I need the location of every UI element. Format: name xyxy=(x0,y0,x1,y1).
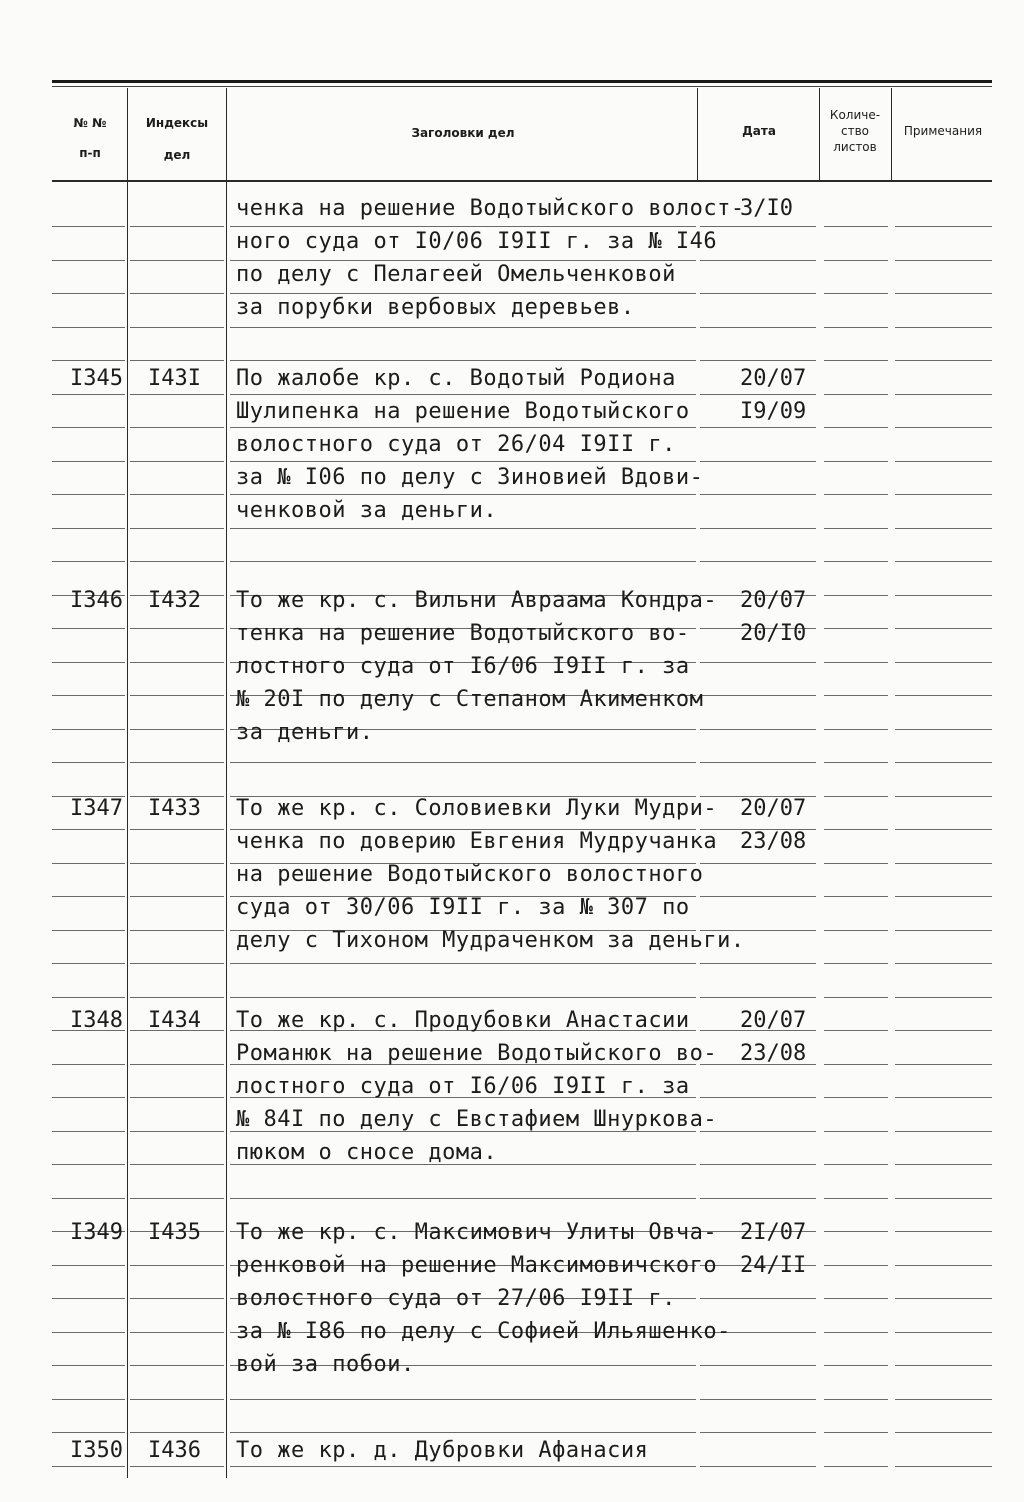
ruled-line xyxy=(52,293,125,294)
entry-index: I436 xyxy=(148,1438,201,1463)
entry-date: 20/07 xyxy=(740,796,807,821)
ruled-line xyxy=(895,1097,992,1098)
ruled-line xyxy=(130,1332,224,1333)
entry-date: 20/07 xyxy=(740,1008,807,1033)
ruled-line xyxy=(895,729,992,730)
ruled-line xyxy=(130,1432,224,1433)
ruled-line xyxy=(230,360,696,361)
ruled-line xyxy=(895,1432,992,1433)
entry-title-line: на решение Водотыйского волостного xyxy=(236,862,704,887)
ruled-line xyxy=(130,1466,224,1467)
ruled-line xyxy=(700,863,816,864)
ruled-line xyxy=(52,930,125,931)
entry-title-line: То же кр. с. Продубовки Анастасии xyxy=(236,1008,690,1033)
ruled-line xyxy=(130,1064,224,1065)
ruled-line xyxy=(895,1131,992,1132)
ruled-line xyxy=(52,1466,125,1467)
entry-number: I349 xyxy=(70,1220,123,1245)
entry-date: 20/I0 xyxy=(740,621,807,646)
ruled-line xyxy=(52,394,125,395)
ruled-line xyxy=(824,762,888,763)
entry-title-line: То же кр. д. Дубровки Афанасия xyxy=(236,1438,649,1463)
header-number-line1: № № xyxy=(73,116,107,130)
ruled-line xyxy=(52,427,125,428)
ruled-line xyxy=(230,394,696,395)
ruled-line xyxy=(52,1298,125,1299)
ruled-line xyxy=(230,1399,696,1400)
ruled-line xyxy=(824,595,888,596)
entry-title-line: ченка на решение Водотыйского волост- xyxy=(236,196,745,221)
ruled-line xyxy=(895,528,992,529)
ruled-line xyxy=(824,662,888,663)
ruled-line xyxy=(700,528,816,529)
ruled-line xyxy=(52,729,125,730)
entry-index: I434 xyxy=(148,1008,201,1033)
ruled-line xyxy=(824,1399,888,1400)
ruled-line xyxy=(52,1432,125,1433)
ruled-line xyxy=(52,327,125,328)
ruled-line xyxy=(824,427,888,428)
ruled-line xyxy=(895,1231,992,1232)
entry-title-line: Романюк на решение Водотыйского во- xyxy=(236,1041,718,1066)
entry-title-line: То же кр. с. Максимович Улиты Овча- xyxy=(236,1220,718,1245)
ruled-line xyxy=(824,1164,888,1165)
ruled-line xyxy=(700,226,816,227)
ruled-line xyxy=(700,896,816,897)
ruled-line xyxy=(52,695,125,696)
ruled-line xyxy=(700,1365,816,1366)
ruled-line xyxy=(52,997,125,998)
ruled-line xyxy=(824,260,888,261)
ruled-line xyxy=(130,528,224,529)
ruled-line xyxy=(895,327,992,328)
ruled-line xyxy=(52,628,125,629)
ruled-line xyxy=(700,360,816,361)
ruled-line xyxy=(824,1298,888,1299)
header-bottom-rule xyxy=(52,180,992,182)
ruled-line xyxy=(52,1064,125,1065)
entry-title-line: ного суда от I0/06 I9II г. за № I46 xyxy=(236,229,718,254)
ruled-line xyxy=(895,260,992,261)
ruled-line xyxy=(895,695,992,696)
ruled-line xyxy=(52,1265,125,1266)
ruled-line xyxy=(130,930,224,931)
ruled-line xyxy=(895,1265,992,1266)
ruled-line xyxy=(130,1131,224,1132)
ruled-line xyxy=(700,963,816,964)
entry-number: I348 xyxy=(70,1008,123,1033)
ruled-line xyxy=(52,494,125,495)
ruled-line xyxy=(52,1198,125,1199)
ruled-line xyxy=(824,829,888,830)
ruled-line xyxy=(700,461,816,462)
column-divider xyxy=(127,88,128,1478)
ruled-line xyxy=(824,360,888,361)
ruled-line xyxy=(230,327,696,328)
ruled-line xyxy=(230,494,696,495)
entry-title-line: № 20I по делу с Степаном Акименком xyxy=(236,687,704,712)
column-divider xyxy=(697,88,698,180)
ruled-line xyxy=(130,1265,224,1266)
ruled-line xyxy=(895,930,992,931)
entry-title-line: Шулипенка на решение Водотыйского xyxy=(236,399,690,424)
ruled-line xyxy=(130,729,224,730)
header-notes: Примечания xyxy=(903,124,983,138)
ruled-line xyxy=(895,1030,992,1031)
entry-number: I347 xyxy=(70,796,123,821)
ruled-line xyxy=(130,226,224,227)
header-title: Заголовки дел xyxy=(411,126,515,140)
entry-title-line: ченка по доверию Евгения Мудручанка xyxy=(236,829,718,854)
header-sheets-line3: листов xyxy=(833,140,877,154)
ruled-line xyxy=(895,963,992,964)
ruled-line xyxy=(895,829,992,830)
ruled-line xyxy=(895,561,992,562)
ruled-line xyxy=(52,662,125,663)
ruled-line xyxy=(824,930,888,931)
ruled-line xyxy=(700,1198,816,1199)
ruled-line xyxy=(895,1298,992,1299)
ruled-line xyxy=(895,762,992,763)
entry-title-line: пюком о сносе дома. xyxy=(236,1140,498,1165)
ruled-line xyxy=(700,260,816,261)
ruled-line xyxy=(130,1298,224,1299)
ruled-line xyxy=(824,997,888,998)
ruled-line xyxy=(230,293,696,294)
entry-index: I432 xyxy=(148,588,201,613)
ruled-line xyxy=(230,1432,696,1433)
ruled-line xyxy=(895,1198,992,1199)
ruled-line xyxy=(230,226,696,227)
entry-index: I43I xyxy=(148,366,201,391)
ruled-line xyxy=(130,1198,224,1199)
ruled-line xyxy=(824,963,888,964)
ruled-line xyxy=(700,1399,816,1400)
column-divider xyxy=(226,88,227,1478)
ruled-line xyxy=(230,561,696,562)
ruled-line xyxy=(130,1097,224,1098)
ruled-line xyxy=(895,1064,992,1065)
ruled-line xyxy=(700,1164,816,1165)
entry-number: I350 xyxy=(70,1438,123,1463)
ruled-line xyxy=(895,427,992,428)
entry-index: I435 xyxy=(148,1220,201,1245)
ruled-line xyxy=(130,863,224,864)
ruled-line xyxy=(130,561,224,562)
ruled-line xyxy=(700,1097,816,1098)
ruled-line xyxy=(130,997,224,998)
ruled-line xyxy=(52,829,125,830)
ruled-line xyxy=(52,762,125,763)
entry-title-line: за № I86 по делу с Софией Ильяшенко- xyxy=(236,1319,731,1344)
ruled-line xyxy=(130,394,224,395)
ruled-line xyxy=(52,360,125,361)
ruled-line xyxy=(895,896,992,897)
ruled-line xyxy=(700,1466,816,1467)
ruled-line xyxy=(52,863,125,864)
ruled-line xyxy=(130,1164,224,1165)
ruled-line xyxy=(130,494,224,495)
entry-date: 20/07 xyxy=(740,366,807,391)
ruled-line xyxy=(895,293,992,294)
ruled-line xyxy=(130,896,224,897)
entry-title-line: за порубки вербовых деревьев. xyxy=(236,295,635,320)
ruled-line xyxy=(700,561,816,562)
entry-title-line: волостного суда от 26/04 I9II г. xyxy=(236,432,676,457)
entry-title-line: волостного суда от 27/06 I9II г. xyxy=(236,1286,676,1311)
ruled-line xyxy=(824,494,888,495)
ruled-line xyxy=(230,461,696,462)
header-top-rule-thin xyxy=(52,86,992,87)
ruled-line xyxy=(895,226,992,227)
entry-date: 2I/07 xyxy=(740,1220,807,1245)
entry-date: I9/09 xyxy=(740,399,807,424)
ruled-line xyxy=(895,863,992,864)
ruled-line xyxy=(130,293,224,294)
ruled-line xyxy=(52,963,125,964)
ruled-line xyxy=(824,1231,888,1232)
entry-title-line: То же кр. с. Вильни Авраама Кондра- xyxy=(236,588,718,613)
ruled-line xyxy=(230,963,696,964)
ruled-line xyxy=(895,628,992,629)
header-number-line2: п-п xyxy=(79,146,101,160)
ruled-line xyxy=(824,561,888,562)
ruled-line xyxy=(824,1198,888,1199)
ruled-line xyxy=(895,1399,992,1400)
ruled-line xyxy=(230,1198,696,1199)
ruled-line xyxy=(700,293,816,294)
ruled-line xyxy=(895,1466,992,1467)
entry-title-line: То же кр. с. Соловиевки Луки Мудри- xyxy=(236,796,718,821)
ruled-line xyxy=(52,528,125,529)
ruled-line xyxy=(700,1131,816,1132)
ruled-line xyxy=(824,729,888,730)
ruled-line xyxy=(824,1064,888,1065)
ruled-line xyxy=(52,561,125,562)
entry-number: I346 xyxy=(70,588,123,613)
ruled-line xyxy=(52,1332,125,1333)
entry-number: I345 xyxy=(70,366,123,391)
ruled-line xyxy=(130,427,224,428)
ruled-line xyxy=(52,461,125,462)
ruled-line xyxy=(824,528,888,529)
ruled-line xyxy=(52,1097,125,1098)
ruled-line xyxy=(700,695,816,696)
ruled-line xyxy=(824,1332,888,1333)
ruled-line xyxy=(230,1466,696,1467)
entry-title-line: тенка на решение Водотыйского во- xyxy=(236,621,690,646)
entry-title-line: ченковой за деньги. xyxy=(236,498,498,523)
ruled-line xyxy=(700,997,816,998)
ruled-line xyxy=(824,226,888,227)
ruled-line xyxy=(895,1164,992,1165)
entry-title-line: за деньги. xyxy=(236,720,374,745)
ruled-line xyxy=(895,494,992,495)
ruled-line xyxy=(130,1399,224,1400)
entry-title-line: № 84I по делу с Евстафием Шнуркова- xyxy=(236,1107,718,1132)
ruled-line xyxy=(824,394,888,395)
entry-title-line: вой за побои. xyxy=(236,1352,415,1377)
ruled-line xyxy=(130,695,224,696)
entry-title-line: за № I06 по делу с Зиновией Вдови- xyxy=(236,465,704,490)
ruled-line xyxy=(895,461,992,462)
entry-title-line: по делу с Пелагеей Омельченковой xyxy=(236,262,676,287)
ruled-line xyxy=(895,796,992,797)
ruled-line xyxy=(52,1399,125,1400)
entry-date: 24/II xyxy=(740,1253,807,1278)
entry-title-line: По жалобе кр. с. Водотый Родиона xyxy=(236,366,676,391)
ruled-line xyxy=(130,662,224,663)
ruled-line xyxy=(130,1365,224,1366)
ruled-line xyxy=(52,260,125,261)
entry-title-line: суда от 30/06 I9II г. за № 307 по xyxy=(236,895,690,920)
ruled-line xyxy=(824,896,888,897)
ruled-line xyxy=(895,1365,992,1366)
ruled-line xyxy=(700,327,816,328)
ruled-line xyxy=(824,628,888,629)
ruled-line xyxy=(130,829,224,830)
ruled-line xyxy=(52,896,125,897)
ruled-line xyxy=(700,427,816,428)
ruled-line xyxy=(52,226,125,227)
ruled-line xyxy=(824,695,888,696)
ruled-line xyxy=(700,762,816,763)
entry-date: 23/08 xyxy=(740,829,807,854)
ruled-line xyxy=(824,1097,888,1098)
ruled-line xyxy=(130,360,224,361)
ruled-line xyxy=(895,360,992,361)
ruled-line xyxy=(130,963,224,964)
entry-title-line: делу с Тихоном Мудраченком за деньги. xyxy=(236,928,745,953)
ruled-line xyxy=(824,461,888,462)
ruled-line xyxy=(895,997,992,998)
ruled-line xyxy=(700,494,816,495)
entry-title-line: лостного суда от I6/06 I9II г. за xyxy=(236,1074,690,1099)
ruled-line xyxy=(700,1298,816,1299)
ruled-line xyxy=(52,1365,125,1366)
ruled-line xyxy=(230,997,696,998)
ruled-line xyxy=(824,863,888,864)
ruled-line xyxy=(895,595,992,596)
ruled-line xyxy=(52,1131,125,1132)
ruled-line xyxy=(230,528,696,529)
ruled-line xyxy=(230,260,696,261)
ruled-line xyxy=(130,327,224,328)
ruled-line xyxy=(130,762,224,763)
header-sheets-line1: Количе- xyxy=(829,108,881,122)
ruled-line xyxy=(230,762,696,763)
ruled-line xyxy=(230,427,696,428)
ruled-line xyxy=(824,1131,888,1132)
ruled-line xyxy=(130,628,224,629)
ruled-line xyxy=(824,796,888,797)
ruled-line xyxy=(895,662,992,663)
ruled-line xyxy=(895,1332,992,1333)
ruled-line xyxy=(700,729,816,730)
ruled-line xyxy=(130,461,224,462)
ruled-line xyxy=(824,1265,888,1266)
header-top-rule xyxy=(52,80,992,83)
column-divider xyxy=(891,88,892,180)
entry-index: I433 xyxy=(148,796,201,821)
header-date: Дата xyxy=(742,124,776,138)
ruled-line xyxy=(130,260,224,261)
entry-title-line: ренковой на решение Максимовичского xyxy=(236,1253,718,1278)
header-index-line2: дел xyxy=(163,148,191,162)
ruled-line xyxy=(700,1432,816,1433)
ruled-line xyxy=(824,1432,888,1433)
entry-title-line: лостного суда от I6/06 I9II г. за xyxy=(236,654,690,679)
ruled-line xyxy=(824,327,888,328)
entry-date: 23/08 xyxy=(740,1041,807,1066)
ruled-line xyxy=(824,1030,888,1031)
ruled-line xyxy=(895,394,992,395)
ruled-line xyxy=(700,662,816,663)
ruled-line xyxy=(824,1466,888,1467)
entry-date: 3/I0 xyxy=(740,196,793,221)
header-index-line1: Индексы xyxy=(145,116,209,130)
ruled-line xyxy=(824,1365,888,1366)
entry-date: 20/07 xyxy=(740,588,807,613)
header-sheets-line2: ство xyxy=(840,124,869,138)
ruled-line xyxy=(52,1164,125,1165)
ruled-line xyxy=(824,293,888,294)
ruled-line xyxy=(700,394,816,395)
